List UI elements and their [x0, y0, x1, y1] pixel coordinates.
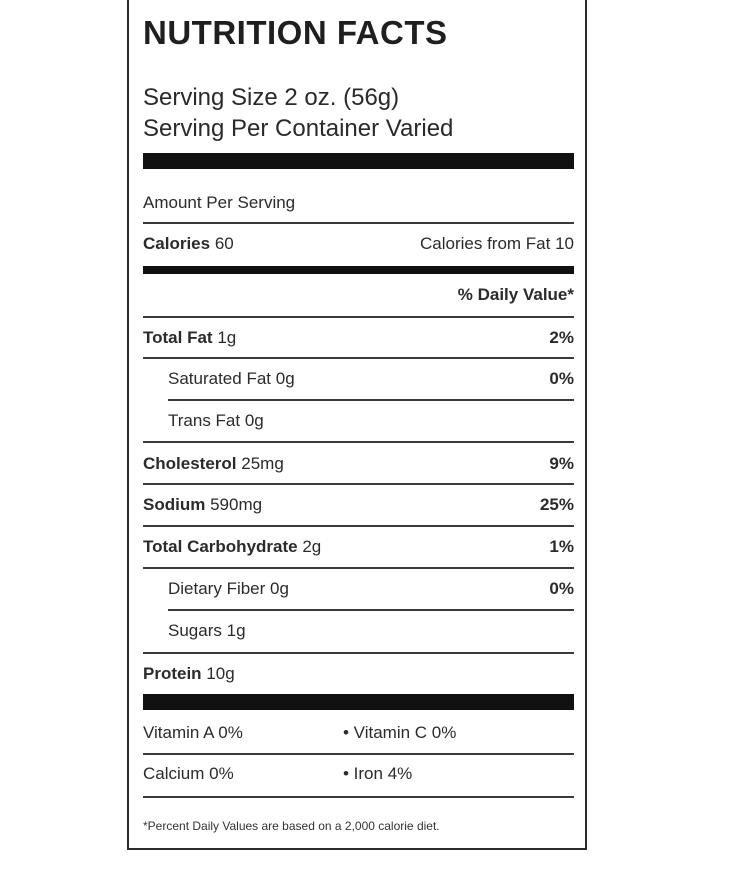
amount-per-serving: Amount Per Serving: [143, 193, 296, 212]
calories-value: 60: [214, 234, 234, 253]
nutrient-row-total-carbohydrate: [143, 537, 574, 561]
divider: [143, 567, 574, 569]
thick-divider-bottom: [143, 694, 574, 710]
divider: [143, 441, 574, 443]
nutrient-row-sugars: [168, 621, 574, 645]
divider: [143, 316, 574, 318]
nutrient-amount: 2g: [302, 537, 322, 556]
divider: [143, 483, 574, 485]
nutrient-name: Total Fat: [143, 328, 213, 347]
divider: [168, 609, 574, 611]
nutrient-name: Cholesterol: [143, 454, 237, 473]
nutrient-amount: 0g: [275, 369, 295, 388]
divider: [143, 652, 574, 654]
serving-size: Serving Size 2 oz. (56g): [143, 84, 400, 111]
nutrient-dv: 0%: [549, 369, 574, 388]
divider: [143, 357, 574, 359]
nutrient-row-trans-fat: [168, 411, 574, 435]
nutrient-name: Protein: [143, 664, 202, 683]
nutrient-dv: 9%: [549, 454, 574, 473]
nutrient-amount: 0g: [244, 411, 264, 430]
divider: [168, 399, 574, 401]
medium-divider: [143, 266, 574, 274]
nutrient-row-total-fat: [143, 328, 574, 352]
nutrient-row-sodium: [143, 495, 574, 519]
calories-row: [143, 234, 574, 258]
nutrient-amount: 1g: [217, 328, 237, 347]
nutrient-row-protein: [143, 664, 574, 688]
calories-from-fat: Calories from Fat 10: [420, 234, 574, 253]
servings-per-container: Serving Per Container Varied: [143, 115, 454, 142]
vitamin-c: • Vitamin C 0%: [343, 723, 457, 742]
vitamin-a: Vitamin A 0%: [143, 723, 243, 742]
nutrient-name: Sugars: [168, 621, 222, 640]
label-title: NUTRITION FACTS: [143, 14, 448, 51]
nutrient-amount: 590mg: [210, 495, 263, 514]
amount-per-serving-row: [143, 193, 574, 217]
nutrient-row-cholesterol: [143, 454, 574, 478]
nutrient-dv: 25%: [539, 495, 574, 514]
nutrient-amount: 0g: [270, 579, 289, 598]
divider: [143, 796, 574, 798]
nutrient-row-saturated-fat: [168, 369, 574, 393]
divider: [143, 222, 574, 224]
daily-value-header: % Daily Value*: [457, 285, 574, 304]
nutrient-row-dietary-fiber: [168, 579, 574, 603]
footnote: *Percent Daily Values are based on a 2,000 calorie diet.: [143, 819, 440, 833]
iron: • Iron 4%: [343, 764, 413, 783]
nutrient-dv: 2%: [549, 328, 574, 347]
vitamins-row-1: [143, 723, 574, 747]
nutrient-name: Dietary Fiber: [168, 579, 266, 598]
nutrient-name: Sodium: [143, 495, 206, 514]
nutrient-name: Total Carbohydrate: [143, 537, 298, 556]
nutrient-dv: 0%: [549, 579, 574, 598]
nutrient-name: Trans Fat: [168, 411, 241, 430]
divider: [143, 753, 574, 755]
daily-value-header-row: [143, 285, 574, 309]
nutrient-dv: 1%: [549, 537, 574, 556]
divider: [143, 525, 574, 527]
calcium: Calcium 0%: [143, 764, 234, 783]
nutrient-name: Saturated Fat: [168, 369, 272, 388]
thick-divider-top: [143, 153, 574, 169]
nutrient-amount: 25mg: [241, 454, 284, 473]
nutrient-amount: 1g: [226, 621, 246, 640]
vitamins-row-2: [143, 764, 574, 788]
calories-label: Calories: [143, 234, 211, 253]
nutrient-amount: 10g: [206, 664, 235, 683]
